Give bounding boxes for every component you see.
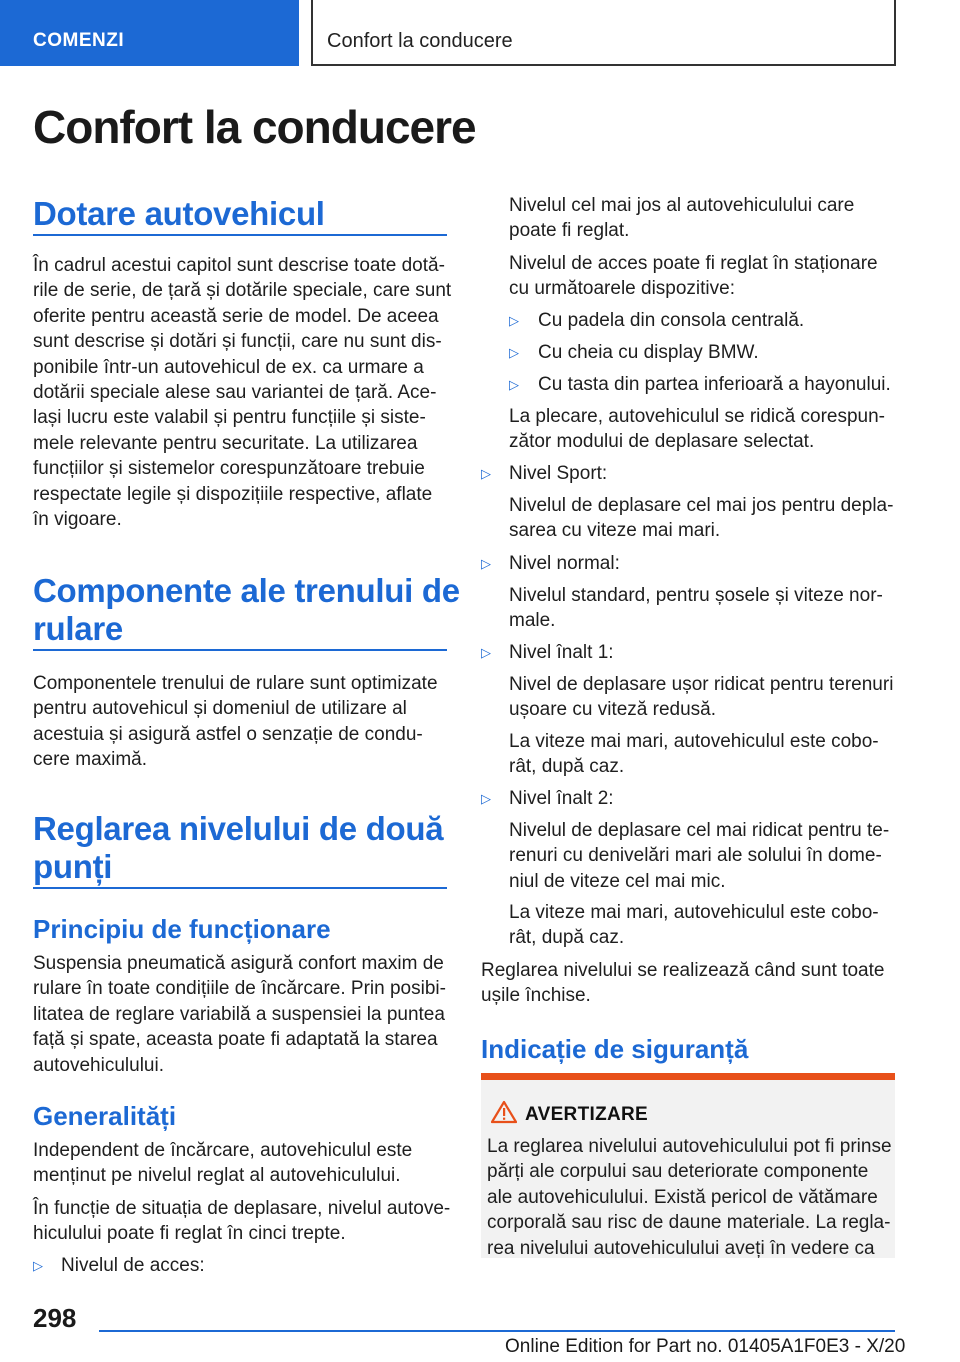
heading-dotare: Dotare autovehicul — [33, 195, 325, 232]
para-acces-2 — [509, 251, 899, 302]
triangle-bullet-icon: ▷ — [481, 645, 491, 660]
text-line: pentru autovehicul și domeniul de utilizare al — [33, 698, 407, 720]
text-line: rât, după caz. — [509, 927, 625, 949]
text-line: ușile închise. — [481, 985, 591, 1007]
text-line: rât, după caz. — [509, 756, 625, 778]
triangle-bullet-icon: ▷ — [481, 556, 491, 571]
text-line: acestuia și asigură astfel o senzație de condu- — [33, 723, 423, 745]
text-line: Suspensia pneumatică asigură confort maxim de — [33, 953, 444, 974]
text-line: dotării speciale alese sau variantei de țară. Ace- — [33, 382, 437, 404]
text-line: rea nivelului autovehiculului aveți în vedere ca — [487, 1237, 875, 1258]
text-line: părți ale corpului sau deteriorate componente — [487, 1161, 869, 1183]
page-number: 298 — [33, 1303, 77, 1333]
text-line: niul de viteze cel mai mic. — [509, 870, 726, 892]
list-item: ▷ Cu cheia cu display BMW. — [509, 340, 899, 365]
text-line: cere maximă. — [33, 749, 148, 771]
heading-rule — [33, 234, 447, 236]
text-line: Nivelul de deplasare cel mai jos pentru depla- — [509, 495, 894, 516]
warning-triangle-icon — [491, 1100, 517, 1124]
text-line: La viteze mai mari, autovehiculul este cobo- — [509, 902, 879, 923]
text-line: Nivelul cel mai jos al autovehiculului care — [509, 195, 855, 216]
text-line: La plecare, autovehiculul se ridică corespun- — [509, 406, 885, 427]
heading-componente — [33, 572, 460, 648]
text-line: ale autovehiculului. Există pericol de vătămare — [487, 1186, 878, 1208]
para-acces-3 — [509, 404, 899, 455]
text-line: zător modului de deplasare selectat. — [509, 431, 815, 453]
footer-edition: Online Edition for Part no. 01405A1F0E3 - X/20 — [505, 1336, 906, 1357]
para-reglarea — [481, 958, 895, 1009]
text-line: La viteze mai mari, autovehiculul este cobo- — [509, 731, 879, 752]
list-item: ▷ Nivelul de acces: — [33, 1253, 447, 1278]
heading-reglarea — [33, 810, 443, 886]
list-item: ▷ Nivel Sport: — [481, 461, 895, 486]
text-line: față și spate, aceasta poate fi adaptată la starea — [33, 1029, 438, 1051]
text-line: ușoare cu viteză redusă. — [509, 699, 717, 721]
section-tab[interactable]: COMENZI — [0, 0, 299, 66]
list-item: ▷ Nivel normal: — [481, 551, 895, 576]
text-line: sarea cu viteze mai mari. — [509, 520, 721, 542]
para-inalt1-a — [509, 672, 899, 723]
triangle-bullet-icon: ▷ — [481, 791, 491, 806]
heading-rule — [33, 649, 447, 651]
text-line: cu următoarele dispozitive: — [509, 278, 735, 300]
text-line: Nivelul de acces poate fi reglat în staționare — [509, 253, 878, 274]
para-generalitati-1 — [33, 1138, 453, 1189]
footer-rule — [99, 1330, 895, 1332]
text-line: respectate legile și dispozițiile respective, aflate — [33, 483, 433, 505]
chapter-tab[interactable]: Confort la conducere — [311, 0, 896, 66]
text-line: La reglarea nivelului autovehiculului pot fi prinse — [487, 1136, 892, 1157]
text-line: Nivelul de deplasare cel mai ridicat pentru te- — [509, 820, 890, 841]
para-inalt2-b — [509, 900, 899, 951]
triangle-bullet-icon: ▷ — [481, 466, 491, 481]
para-principiu — [33, 951, 453, 1078]
list-item: ▷ Nivel înalt 2: — [481, 786, 895, 811]
heading-indicatie: Indicație de siguranță — [481, 1034, 749, 1064]
text-line: litatea de reglare variabilă a suspensiei la puntea — [33, 1003, 445, 1025]
text-line: hiculului poate fi reglat în cinci trepte. — [33, 1223, 346, 1245]
list-item: ▷ Cu tasta din partea inferioară a hayonului. — [509, 372, 899, 397]
text-line: În funcție de situația de deplasare, nivelul autove- — [33, 1198, 451, 1219]
para-componente — [33, 671, 453, 773]
header-tabbar — [0, 0, 960, 66]
para-dotare — [33, 253, 453, 532]
text-line: autovehiculului. — [33, 1054, 164, 1076]
para-generalitati-2 — [33, 1196, 453, 1247]
text-line: Independent de încărcare, autovehiculul este — [33, 1140, 413, 1161]
text-line: sunt descrise și dotări și funcții, care nu sunt dis- — [33, 331, 442, 353]
page-title: Confort la conducere — [33, 101, 476, 153]
text-line: Nivel de deplasare ușor ridicat pentru terenuri — [509, 674, 894, 695]
para-inalt1-b — [509, 729, 899, 780]
triangle-bullet-icon: ▷ — [509, 345, 519, 360]
text-line: funcțiilor și sistemelor corespunzătoare trebuie — [33, 458, 425, 480]
text-line: rile de serie, de țară și dotările speciale, care sunt — [33, 280, 452, 302]
text-line: mele relevante pentru securitate. La utilizarea — [33, 432, 418, 454]
warning-title: AVERTIZARE — [525, 1104, 648, 1125]
text-line: renuri cu denivelări mari ale solului în dome- — [509, 845, 882, 867]
text-line: menținut pe nivelul reglat al autovehiculului. — [33, 1165, 401, 1187]
text-line: punți — [33, 848, 113, 885]
list-item: ▷ Cu padela din consola centrală. — [509, 308, 899, 333]
text-line: rulare — [33, 610, 123, 647]
text-line: în vigoare. — [33, 509, 122, 531]
text-line: În cadrul acestui capitol sunt descrise toate dotă- — [33, 255, 445, 276]
warning-text — [487, 1134, 891, 1258]
text-line: Componentele trenului de rulare sunt optimizate — [33, 673, 438, 694]
heading-rule — [33, 887, 447, 889]
para-inalt2-a — [509, 818, 899, 894]
para-sport — [509, 493, 899, 544]
text-line: poate fi reglat. — [509, 220, 630, 242]
text-line: rulare în toate condițiile de încărcare. Prin posibi- — [33, 978, 446, 1000]
warning-bar — [481, 1073, 895, 1080]
text-line: male. — [509, 610, 556, 632]
list-item: ▷ Nivel înalt 1: — [481, 640, 895, 665]
para-normal — [509, 583, 899, 634]
text-line: lași lucru este valabil și pentru funcțiile și siste- — [33, 407, 426, 429]
text-line: Reglarea nivelului se realizează când sunt toate — [481, 960, 885, 981]
text-line: Reglarea nivelului de două — [33, 810, 444, 847]
warning-box — [481, 1073, 895, 1258]
para-acces-1 — [509, 193, 899, 244]
text-line: Componente ale trenului de — [33, 572, 460, 609]
text-line: ponibile într-un autovehicul de ex. ca urmare a — [33, 356, 424, 378]
heading-generalitati: Generalități — [33, 1101, 177, 1131]
triangle-bullet-icon: ▷ — [509, 377, 519, 392]
triangle-bullet-icon: ▷ — [509, 313, 519, 328]
text-line: oferite pentru această serie de model. De aceea — [33, 305, 439, 327]
heading-principiu: Principiu de funcționare — [33, 914, 331, 944]
text-line: Nivelul standard, pentru șosele și viteze nor- — [509, 585, 883, 606]
triangle-bullet-icon: ▷ — [33, 1258, 43, 1273]
text-line: corporală sau risc de daune materiale. La regla- — [487, 1212, 891, 1234]
